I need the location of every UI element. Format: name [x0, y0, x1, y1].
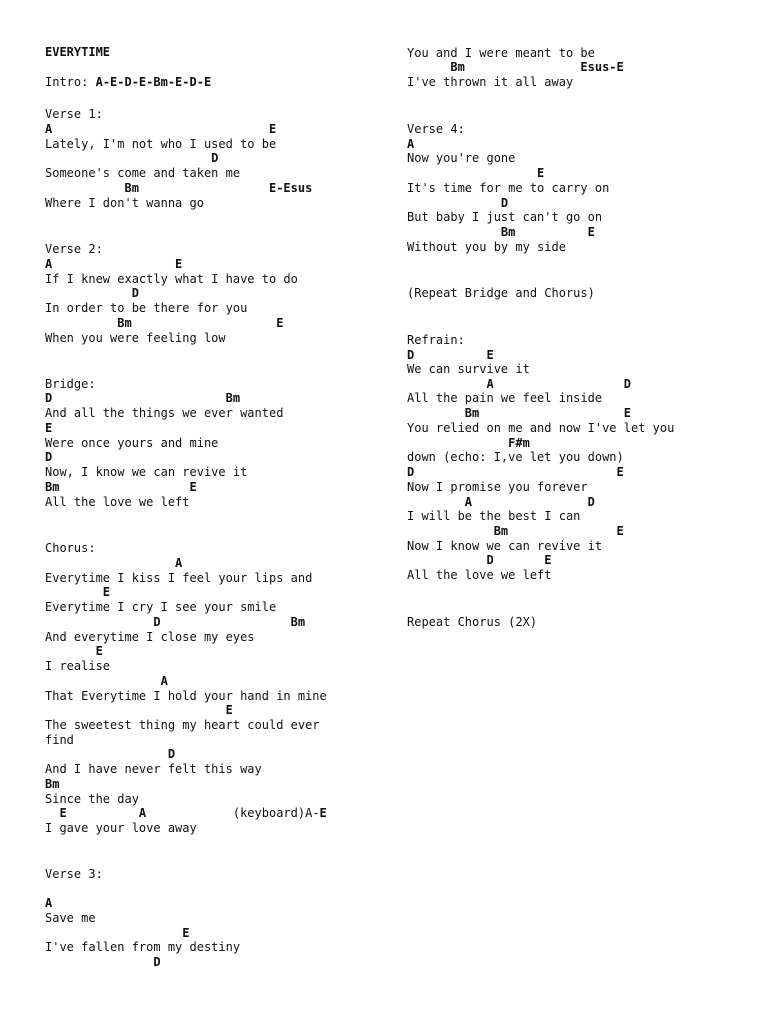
chord-line: E: [45, 585, 111, 599]
lyric-line: I gave your love away: [45, 821, 197, 835]
chord-line: D E: [407, 465, 624, 479]
lyric-line: But baby I just can't go on: [407, 210, 603, 224]
lyric-line: Now you're gone: [407, 151, 516, 165]
chord-line: D: [407, 196, 509, 210]
lyric-line: In order to be there for you: [45, 301, 248, 315]
repeat-bridge-chorus-note: (Repeat Bridge and Chorus): [407, 286, 595, 300]
lyric-line: If I knew exactly what I have to do: [45, 272, 298, 286]
chord-line: E: [45, 926, 190, 940]
lyric-line: Save me: [45, 911, 96, 925]
lyric-line: All the love we left: [45, 495, 190, 509]
lyric-line: Someone's come and taken me: [45, 166, 241, 180]
chord-line: D: [45, 450, 53, 464]
chord-line: E: [45, 644, 103, 658]
chord-line: E: [407, 166, 545, 180]
refrain-heading: Refrain:: [407, 333, 465, 347]
chord-line: A: [45, 674, 168, 688]
lyric-line: Since the day: [45, 792, 139, 806]
chord-line: F#m: [407, 436, 530, 450]
chord-line: Bm E-Esus: [45, 181, 313, 195]
verse3-heading: Verse 3:: [45, 867, 103, 881]
lyric-line: Without you by my side: [407, 240, 566, 254]
lyric-line: You relied on me and now I've let you: [407, 421, 675, 435]
chord-line: Bm E: [407, 406, 631, 420]
lyric-line: You and I were meant to be: [407, 46, 595, 60]
lyric-line: Now, I know we can revive it: [45, 465, 248, 479]
lyric-line: I've fallen from my destiny: [45, 940, 241, 954]
intro-line: [45, 75, 211, 90]
chord-line: A: [45, 556, 183, 570]
chord-line: A D: [407, 495, 595, 509]
chord-line: A E: [45, 122, 277, 136]
bridge-heading: Bridge:: [45, 377, 96, 391]
chord-line: Bm: [45, 777, 60, 791]
chord-line: D Bm: [45, 391, 241, 405]
chord-e: E: [319, 806, 327, 820]
chord-line: A: [407, 137, 415, 151]
chord-line: E: [45, 421, 53, 435]
chord-line: A: [45, 896, 53, 910]
lyric-line: Lately, I'm not who I used to be: [45, 137, 277, 151]
chord-line: Bm Esus-E: [407, 60, 624, 74]
chord-line: Bm E: [45, 316, 284, 330]
lyric-line: And I have never felt this way: [45, 762, 262, 776]
verse1-heading: Verse 1:: [45, 107, 103, 121]
chord-line: Bm E: [45, 480, 197, 494]
lyric-line: I've thrown it all away: [407, 75, 574, 89]
chorus-heading: Chorus:: [45, 541, 96, 555]
chord-line: E: [45, 703, 233, 717]
verse4-heading: Verse 4:: [407, 122, 465, 136]
chord-line: D: [45, 955, 161, 969]
lyric-line: All the pain we feel inside: [407, 391, 603, 405]
chord-e-a: E A: [45, 806, 147, 820]
song-title: EVERYTIME: [45, 45, 111, 59]
lyric-line: And all the things we ever wanted: [45, 406, 284, 420]
intro-label: Intro:: [45, 75, 96, 89]
lyric-line: When you were feeling low: [45, 331, 226, 345]
lyric-line: We can survive it: [407, 362, 530, 376]
chord-line: Bm E: [407, 524, 624, 538]
verse2-heading: Verse 2:: [45, 242, 103, 256]
lyric-line: That Everytime I hold your hand in mine: [45, 689, 327, 703]
lyric-line: It's time for me to carry on: [407, 181, 610, 195]
chord-line: D: [45, 286, 139, 300]
lyric-line: Now I know we can revive it: [407, 539, 603, 553]
chord-line: D Bm: [45, 615, 306, 629]
chord-line: A D: [407, 377, 631, 391]
chord-line-keyboard: [45, 806, 327, 821]
lyric-line: Were once yours and mine: [45, 436, 219, 450]
lyric-line: Everytime I cry I see your smile: [45, 600, 277, 614]
lyric-line: Now I promise you forever: [407, 480, 588, 494]
chord-line: D: [45, 747, 176, 761]
chord-line: D E: [407, 553, 552, 567]
lyric-line: I will be the best I can: [407, 509, 581, 523]
chord-line: D E: [407, 348, 494, 362]
chord-line: D: [45, 151, 219, 165]
lyric-line: And everytime I close my eyes: [45, 630, 255, 644]
chord-line: A E: [45, 257, 183, 271]
lyric-line: find: [45, 733, 74, 747]
chord-line: Bm E: [407, 225, 595, 239]
lyric-line: All the love we left: [407, 568, 552, 582]
lyric-line: Everytime I kiss I feel your lips and: [45, 571, 313, 585]
intro-chords: A-E-D-E-Bm-E-D-E: [95, 75, 212, 89]
lyric-line: I realise: [45, 659, 111, 673]
lyric-line: down (echo: I,ve let you down): [407, 450, 624, 464]
lyric-line: The sweetest thing my heart could ever: [45, 718, 320, 732]
keyboard-note: (keyboard)A-: [146, 806, 320, 820]
lyric-line: Where I don't wanna go: [45, 196, 204, 210]
repeat-chorus-note: Repeat Chorus (2X): [407, 615, 538, 629]
